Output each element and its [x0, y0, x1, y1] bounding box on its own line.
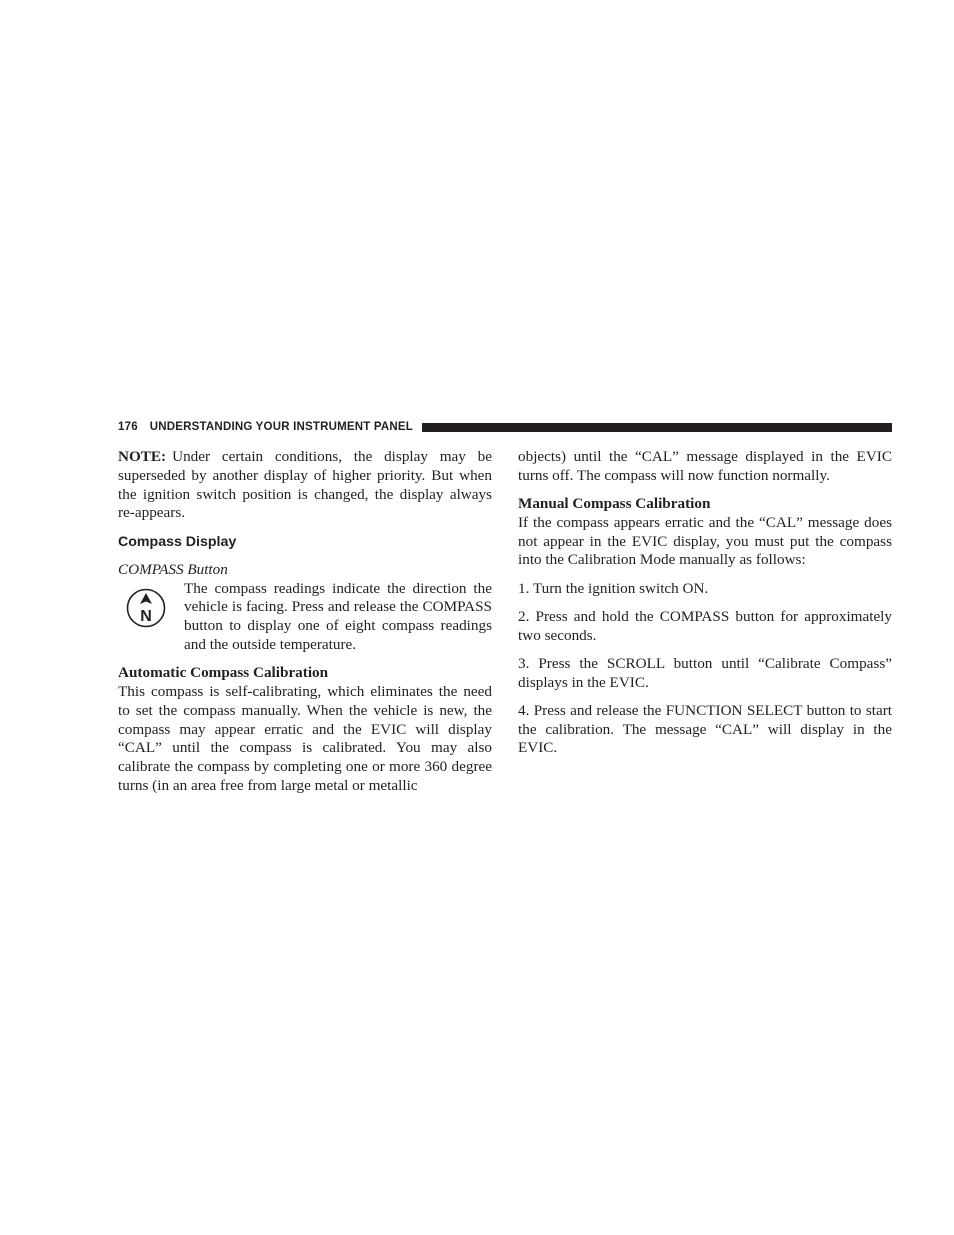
section-title: UNDERSTANDING YOUR INSTRUMENT PANEL [149, 421, 413, 433]
compass-north-icon [126, 588, 166, 628]
compass-button-heading: COMPASS Button [118, 560, 228, 578]
compass-button-block [118, 580, 492, 655]
compass-display-heading: Compass Display [118, 533, 237, 550]
step-item: 2. Press and hold the COMPASS button for approximately two seconds. [518, 607, 892, 644]
step-item: 1. Turn the ignition switch ON. [518, 579, 709, 597]
continued-text: objects) until the “CAL” message displayed in the EVIC turns off. The compass will now function normally. [518, 448, 892, 484]
note-text: Under certain conditions, the display may be superseded by another display of higher priority. But when the ignition switch position is changed, the display always re-appears. [118, 448, 492, 522]
note-paragraph [118, 448, 492, 523]
page-number: 176 [118, 421, 138, 433]
step-item: 3. Press the SCROLL button until “Calibrate Compass” displays in the EVIC. [518, 654, 892, 691]
auto-calibration-text: This compass is self-calibrating, which eliminates the need to set the compass manually. When the vehicle is new, the compass may appear erratic and the EVIC will display “CAL” until the compass is calibrated. You may also calibrate the compass by completing one or more 360 degree turns (in an area free from large metal or metallic [118, 682, 492, 794]
step-item: 4. Press and release the FUNCTION SELECT button to start the calibration. The message “CAL” will display in the EVIC. [518, 701, 892, 757]
note-label: NOTE: [118, 448, 167, 465]
manual-calibration-heading: Manual Compass Calibration [518, 494, 711, 512]
compass-icon-letter: N [140, 607, 152, 625]
right-column [518, 448, 892, 758]
header-rule [422, 423, 892, 432]
compass-button-text: The compass readings indicate the direction the vehicle is facing. Press and release the COMPASS button to display one of eight compass readings and the outside temperature. [184, 579, 492, 653]
auto-calibration-heading: Automatic Compass Calibration [118, 664, 329, 682]
page-header [118, 419, 892, 435]
manual-calibration-intro: If the compass appears erratic and the “CAL” message does not appear in the EVIC display, you must put the compass into the Calibration Mode manually as follows: [518, 513, 892, 569]
left-column [118, 448, 492, 796]
